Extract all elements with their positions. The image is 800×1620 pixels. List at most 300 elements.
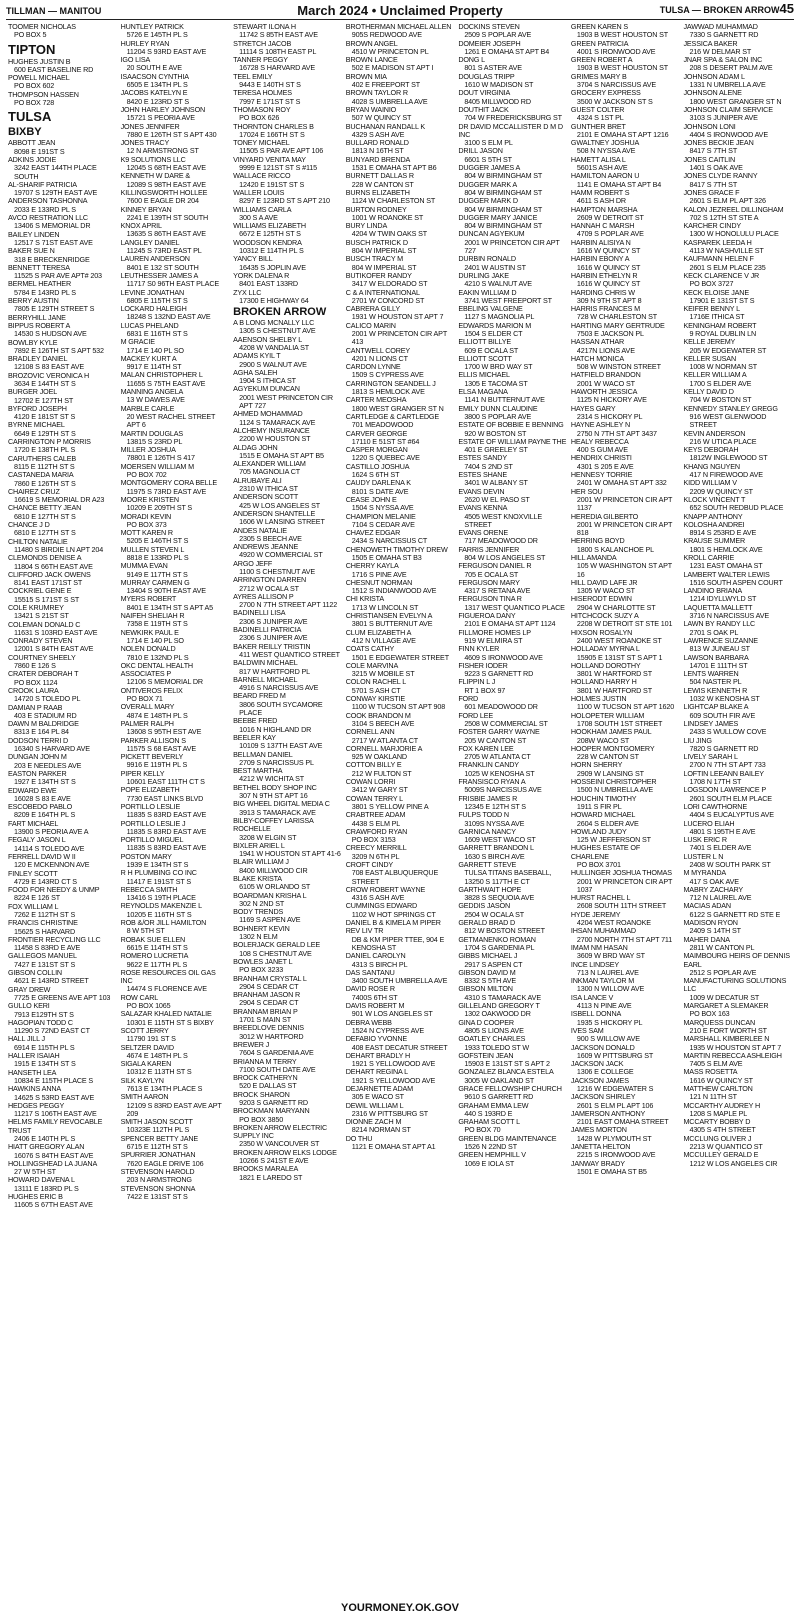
owner-address: 1025 W KENOSHA ST: [464, 768, 535, 778]
owner-name: BRANHAM CRYSTAL L: [233, 973, 307, 983]
owner-name: ISAACSON CYNTHIA: [120, 71, 189, 81]
owner-name: THOMPSON HASSEN: [8, 89, 79, 99]
owner-name: MOERSEN WILLIAM M: [120, 461, 194, 471]
owner-entry: [233, 272, 342, 289]
owner-address: 919 W ELMIRA ST: [464, 635, 523, 645]
owner-entry: [458, 1035, 567, 1052]
owner-address: 1100 S CHESTNUT AVE: [239, 567, 315, 576]
owner-entry: [571, 272, 680, 289]
owner-name: BAILEY LINDEN: [8, 229, 60, 239]
owner-name: KOLOSHA ANDREI: [683, 519, 745, 529]
owner-name: BLAKE KRISTA: [233, 873, 282, 883]
owner-entry: [233, 800, 342, 817]
owner-entry: [233, 139, 342, 156]
owner-name: BRANNAM BRIAN P: [233, 1006, 298, 1016]
owner-entry: [121, 969, 230, 994]
owner-entry: [8, 438, 117, 455]
owner-entry: [121, 579, 230, 596]
owner-name: HARDING CHRIS W: [570, 287, 635, 297]
owner-entry: [571, 305, 680, 322]
owner-name: HAGOPIAN TODD C: [8, 1017, 73, 1027]
listing-column: [6, 23, 119, 1582]
owner-address: 4329 S ASH AVE: [351, 129, 405, 139]
owner-address: 2305 S BEECH AVE: [239, 533, 302, 543]
owner-entry: [121, 687, 230, 704]
owner-name: BRYAN WAINIO: [345, 104, 397, 114]
owner-name: GREEN HEMPHILL V: [458, 1150, 526, 1160]
owner-address: 2401 W AUSTIN ST: [464, 262, 526, 272]
owner-entry: [458, 695, 567, 712]
owner-entry: [233, 925, 342, 942]
owner-name: ISBELL DONNA: [570, 1009, 622, 1019]
owner-entry: [346, 761, 455, 778]
owner-address: 10834 E 115TH PLACE S: [14, 1075, 94, 1085]
owner-address: 504 NASTER PL: [689, 677, 742, 687]
owner-address: 1009 W DECATUR ST: [689, 992, 760, 1002]
owner-name: ANDERSON SHANTELLE: [233, 508, 316, 518]
owner-name: GERALD BRAD D: [458, 918, 516, 928]
owner-address: 20 WEST RACHEL STREET APT 6: [126, 411, 216, 430]
owner-name: GROCERY EXPRESS: [570, 88, 641, 98]
owner-address: 4709 S POPLAR AVE: [576, 229, 644, 239]
owner-address: 1169 S ASPEN AVE: [239, 915, 301, 925]
owner-entry: [8, 952, 117, 969]
owner-entry: [121, 820, 230, 837]
owner-address: 7422 E 131ST ST S: [126, 1191, 188, 1201]
owner-name: EDWARDS MARION M: [458, 320, 532, 330]
owner-entry: [8, 637, 117, 654]
owner-name: BAKER SUE N: [8, 246, 55, 256]
owner-address: 7405 S ELM AVE: [689, 1059, 743, 1069]
owner-address: 812 W BOSTON STREET: [464, 926, 545, 936]
owner-entry: [8, 587, 117, 604]
owner-name: DOCKINS STEVEN: [458, 23, 520, 31]
owner-name: ADKINS JODIE: [8, 154, 57, 164]
owner-name: CARDON LYNNE: [345, 362, 401, 372]
owner-address: 1505 E OMAHA ST B3: [351, 553, 422, 562]
owner-address: 1800 WEST GRANGER ST N: [689, 96, 782, 106]
owner-address: PO BOX 728: [14, 98, 55, 108]
owner-address: 1305 W WACO ST: [576, 586, 635, 596]
owner-address: 1516 SOUTH ASPEN COURT: [689, 577, 783, 587]
owner-address: 11114 S 108TH EAST PL: [239, 46, 317, 56]
owner-entry: [458, 595, 567, 612]
owner-entry: [346, 579, 455, 596]
owner-entry: [233, 875, 342, 892]
owner-entry: [571, 56, 680, 73]
owner-name: HOLMES JUSTIN: [570, 694, 627, 704]
owner-entry: [346, 1035, 455, 1052]
owner-address: 8401 E 132 ST SOUTH: [126, 262, 199, 272]
owner-entry: [346, 513, 455, 530]
owner-entry: [683, 371, 792, 388]
owner-name: MARTIN DOUGLAS: [120, 428, 184, 438]
owner-name: HELMS FAMILY REVOCABLE TRUST: [8, 1117, 103, 1135]
owner-address: 120 E MCKENNON AVE: [14, 860, 90, 870]
owner-entry: [571, 488, 680, 513]
owner-address: 12 N ARMSTRONG ST: [126, 146, 199, 156]
owner-entry: [121, 430, 230, 447]
owner-address: 7805 E 129TH STREET S: [14, 304, 95, 314]
owner-address: 2001 W PRINCETON CIR APT 1137: [576, 494, 673, 513]
owner-name: JONES GRACE F: [683, 187, 740, 197]
owner-name: LORI CAWTHORNE: [683, 801, 747, 811]
owner-entry: [683, 554, 792, 571]
owner-entry: [121, 388, 230, 405]
owner-address: 4674 E 148TH PL S: [126, 1050, 188, 1060]
owner-entry: [233, 1107, 342, 1124]
owner-entry: [683, 272, 792, 289]
owner-entry: [458, 471, 567, 488]
owner-entry: [346, 952, 455, 969]
owner-entry: [233, 1124, 342, 1149]
owner-address: 1124 S TAMARACK AVE: [239, 417, 316, 427]
owner-name: CARUTHERS CALEB: [8, 453, 77, 463]
owner-entry: [233, 734, 342, 751]
owner-entry: [683, 305, 792, 322]
owner-address: 8224 E 126 ST: [14, 893, 61, 903]
owner-name: EVANS KENNA: [458, 503, 508, 513]
owner-name: FINLEY SCOTT: [8, 868, 58, 878]
owner-name: GREEN BLDG MAINTENANCE: [458, 1133, 557, 1143]
owner-name: DANIEL CAROLYN: [345, 951, 406, 961]
owner-entry: [233, 460, 342, 477]
owner-address: 2811 W CANTON PL: [689, 942, 755, 952]
owner-name: CARRINGTON P MORRIS: [8, 437, 91, 447]
owner-name: PORTILLO LESLIE: [120, 801, 181, 811]
owner-name: NEWKIRK PAUL E: [120, 627, 179, 637]
owner-address: 1032 W KENOSHA ST: [689, 694, 760, 704]
listing-column: [344, 23, 457, 1582]
listing-column: [119, 23, 232, 1582]
owner-name: KECK ELOISE JANE: [683, 287, 749, 297]
owner-entry: [233, 717, 342, 734]
owner-entry: [458, 73, 567, 90]
owner-address: 11717 S0 96TH EAST PLACE: [126, 279, 219, 289]
owner-address: 11975 S 73RD EAST AVE: [126, 486, 207, 496]
owner-entry: [571, 513, 680, 538]
owner-entry: [346, 902, 455, 919]
owner-address: 2904 W CHARLOTTE ST: [576, 602, 656, 612]
owner-address: 7613 E 134TH PLACE S: [126, 1084, 203, 1093]
owner-entry: [683, 89, 792, 106]
owner-address: 1509 S CYPRESS AVE: [351, 370, 424, 380]
owner-name: ELLIOTT BILLYE: [458, 337, 512, 347]
owner-entry: [683, 1085, 792, 1102]
owner-address: 1016 N HIGHLAND DR: [239, 724, 312, 734]
owner-name: FRANCIS CHRISTINE: [8, 918, 78, 928]
owner-address: 2241 E 139TH ST SOUTH: [126, 212, 208, 222]
owner-address: 1317 WEST QUANTICO PLACE: [464, 602, 565, 612]
owner-address: 1935 S HICKORY PL: [576, 1017, 643, 1027]
owner-entry: [346, 1135, 455, 1152]
owner-name: LUCAS PHELAND: [120, 320, 179, 330]
owner-entry: [8, 538, 117, 555]
owner-address: 4621 E 143RD STREET: [14, 976, 89, 986]
owner-entry: [346, 189, 455, 206]
owner-name: ESCOBEDO PABLO: [8, 802, 73, 812]
owner-address: 121 N 11TH ST: [689, 1092, 737, 1102]
owner-name: BUSCH PATRICK D: [345, 237, 408, 247]
owner-address: 8400 MILLWOOD CIR: [239, 865, 308, 875]
owner-address: 1001 W ROANOKE ST: [351, 212, 424, 222]
owner-address: 12089 S 98TH EAST AVE: [126, 179, 206, 189]
owner-name: GREEN PATRICIA: [570, 38, 629, 48]
owner-name: BURTON RODNEY: [345, 204, 407, 214]
owner-name: DURBIN RONALD: [458, 254, 516, 264]
owner-name: HATFIELD BRANDON: [570, 370, 641, 380]
owner-entry: [233, 369, 342, 386]
owner-entry: [346, 969, 455, 986]
owner-name: JONES CAITLIN: [683, 154, 736, 164]
owner-address: 7503 E JACKSON PL: [576, 328, 644, 338]
owner-entry: [121, 886, 230, 903]
owner-address: 2401 W OMAHA ST APT 332: [576, 478, 667, 488]
owner-name: HATCH MONICA: [570, 353, 625, 363]
owner-address: 3806 SOUTH SYCAMORE PLACE: [239, 699, 323, 718]
owner-name: MABRY ZACHARY: [683, 884, 744, 894]
owner-address: 1716E ITHICA ST: [689, 312, 745, 322]
owner-address: 1231 EAST OMAHA ST: [689, 561, 763, 571]
owner-name: DO THU: [345, 1133, 373, 1143]
owner-address: PO BOX 3233: [239, 965, 284, 975]
owner-address: 11742 S 85TH EAST AVE: [239, 30, 318, 40]
owner-entry: [458, 272, 567, 289]
owner-address: 403 E STADIUM RD: [14, 710, 77, 720]
owner-name: ESTES SANDY: [458, 453, 507, 463]
owner-address: 508 N NYSSA AVE: [576, 146, 636, 156]
owner-address: 11631 S 103RD EAST AVE: [14, 627, 98, 637]
owner-address: 1903 B WEST HOUSTON ST: [576, 30, 668, 40]
owner-name: LAQUETTA MALLETT: [683, 602, 753, 612]
owner-name: BROCKMAN MARYANN: [233, 1106, 310, 1116]
owner-name: KELLER WILLIAM A: [683, 370, 747, 380]
owner-address: 2101 EAST OMAHA STREET: [576, 1117, 669, 1127]
owner-name: CALICO MARIN: [345, 320, 396, 330]
owner-name: COLEMAN DONALD C: [8, 619, 81, 629]
owner-entry: [683, 106, 792, 123]
owner-name: THOMASON ROY: [233, 104, 291, 114]
owner-address: 6649 E 129TH ST S: [14, 428, 76, 438]
owner-address: 16619 S MEMORIAL DR A23: [14, 495, 105, 505]
owner-name: BULLARD RONALD: [345, 138, 409, 148]
owner-address: 4404 S IRONWOOD AVE: [689, 129, 768, 139]
owner-entry: [121, 189, 230, 206]
owner-name: PICKETT BEVERLY: [120, 752, 184, 762]
owner-address: 900 S WILLOW AVE: [576, 1034, 640, 1044]
owner-name: BIXLER ARIEL L: [233, 840, 285, 850]
owner-entry: [121, 546, 230, 563]
owner-entry: [683, 820, 792, 837]
owner-address: 1903 B WEST HOUSTON ST: [576, 63, 668, 73]
owner-name: BUNYARD BRENDA: [345, 154, 411, 164]
owner-name: GIBSON COLLIN: [8, 968, 62, 978]
owner-name: KELLE JEREMY: [683, 337, 736, 347]
owner-name: GINA D COOPER: [458, 1017, 514, 1027]
owner-name: FEGALY JASON L: [8, 835, 66, 845]
owner-name: CHI KRISTA: [345, 594, 385, 604]
owner-name: ARRINGTON DARREN: [233, 575, 307, 585]
owner-address: 216 W DELMAR ST: [689, 46, 752, 56]
owner-address: 210 E FORT WORTH ST: [689, 1025, 767, 1035]
owner-address: 2433 S WULLOW COVE: [689, 727, 767, 737]
owner-name: ROSE RESOURCES OIL GAS INC: [120, 967, 216, 986]
owner-entry: [121, 371, 230, 388]
owner-name: FOSTER GARRY WAYNE: [458, 727, 540, 737]
owner-address: 108 S CHESTNUT AVE: [239, 948, 312, 958]
owner-entry: [683, 40, 792, 57]
owner-address: 408 EAST DECATUR STREET: [351, 1042, 448, 1052]
owner-entry: [458, 454, 567, 471]
owner-name: PIPER KELLY: [120, 768, 165, 778]
owner-name: IVES SAM: [570, 1025, 604, 1035]
owner-name: HILL AMANDA: [570, 553, 617, 562]
owner-entry: [458, 919, 567, 936]
owner-name: ALDAG JOHN: [233, 442, 278, 452]
owner-address: 18248 S 132ND EAST AVE: [126, 312, 211, 322]
owner-name: LAWRENCE SUZANNE: [683, 635, 758, 645]
owner-entry: [121, 803, 230, 820]
owner-name: FLIPPIN L J: [458, 677, 496, 687]
owner-address: 3801 S YELLOW PINE A: [351, 801, 429, 811]
owner-address: 1630 S BIRCH AVE: [464, 851, 525, 861]
owner-address: 1302 OAKWOOD DR: [464, 1009, 531, 1019]
owner-address: 13815 S 23RD PL: [126, 436, 183, 446]
owner-address: 708 EAST ALBUQUERQUE STREET: [351, 868, 439, 886]
owner-name: CRABTREE ADAM: [345, 810, 406, 820]
owner-address: DB & KM PIPER TTEE, 904 E KENOSHA ST: [351, 934, 445, 952]
owner-name: JOHNSON ALENE: [683, 88, 742, 98]
owner-name: DAVIS ROBERT M: [345, 1001, 405, 1011]
owner-name: AGYEKUM DUNCAN: [233, 384, 300, 394]
owner-entry: [8, 903, 117, 920]
owner-address: 11655 S 75TH EAST AVE: [126, 378, 206, 388]
owner-entry: [121, 322, 230, 339]
owner-address: 6715 E 112TH ST S: [126, 1142, 188, 1152]
owner-address: 2208 W DETROIT ST STE 101: [576, 619, 673, 629]
owner-name: MARTIN REBECCA ASHLEIGH: [683, 1050, 782, 1060]
owner-name: HENDRIX CHRISTI: [570, 453, 632, 463]
owner-entry: [121, 56, 230, 73]
owner-entry: [8, 139, 117, 156]
owner-address: 1616 W QUINCY ST: [576, 262, 641, 272]
owner-address: 17901 E 131ST ST S: [689, 295, 755, 305]
owner-address: 203 N ARMSTRONG: [126, 1175, 192, 1185]
owner-entry: [683, 720, 792, 737]
owner-entry: [8, 670, 117, 687]
owner-name: MORADI KEVIN: [120, 511, 172, 521]
owner-name: GARTHWAIT HOPE: [458, 884, 522, 894]
owner-entry: [458, 230, 567, 255]
owner-address: 12517 S 71ST EAST AVE: [14, 237, 93, 247]
owner-name: LEWIS KENNETH R: [683, 685, 748, 695]
owner-entry: [8, 1019, 117, 1036]
owner-address: 15903 E 131ST ST S APT 2: [464, 1059, 550, 1069]
owner-name: FERGUSON MARY: [458, 577, 520, 587]
owner-address: 105 W WASHINGTON ST APT 16: [576, 561, 672, 579]
owner-entry: [346, 496, 455, 513]
owner-name: DEHART REGINA L: [345, 1067, 408, 1077]
owner-entry: [571, 438, 680, 455]
owner-address: 6810 E 127TH ST S: [14, 511, 76, 521]
owner-address: 2504 W OCALA ST: [464, 909, 524, 919]
owner-entry: [571, 778, 680, 795]
owner-entry: [571, 662, 680, 679]
county-heading: TULSA: [8, 109, 52, 125]
owner-name: HORN SHERRY: [570, 760, 623, 770]
owner-address: 1720 E 138TH PL S: [14, 445, 76, 455]
owner-name: LUSTER L N: [683, 851, 724, 861]
owner-address: PO BOX 163: [689, 1009, 730, 1019]
owner-entry: [683, 537, 792, 554]
owner-address: 925 W OAKLAND: [351, 752, 407, 762]
owner-address: 15625 S HARVARD: [14, 926, 76, 936]
owner-entry: [346, 1118, 455, 1135]
owner-address: TULSA TITANS BASEBALL, 13250 S 117TH E CT: [464, 868, 552, 886]
owner-entry: [458, 902, 567, 919]
owner-address: 4113 W NASHVILLE ST: [689, 246, 764, 256]
owner-name: LANDINO BRIANA: [683, 586, 743, 596]
owner-entry: [458, 969, 567, 986]
owner-entry: [121, 156, 230, 173]
owner-name: MASS ROSETTA: [683, 1067, 738, 1077]
owner-name: ESTATE OF WILLIAM PAYNE THE: [458, 436, 567, 446]
owner-entry: [683, 687, 792, 704]
owner-address: 2709 S NARCISSUS PL: [239, 757, 314, 767]
owner-name: HANNAH C MARSH: [570, 221, 635, 231]
owner-entry: [8, 820, 117, 837]
owner-name: C & A INTERNATIONAL: [345, 287, 420, 297]
owner-name: AL-SHARIF PATRICIA: [8, 179, 77, 189]
owner-name: YORK DALENA R: [233, 270, 290, 280]
owner-entry: [346, 396, 455, 413]
owner-entry: [233, 560, 342, 577]
owner-entry: [346, 861, 455, 886]
owner-entry: [683, 1035, 792, 1052]
owner-address: 4316 S ASH AVE: [351, 893, 405, 903]
owner-entry: [458, 629, 567, 646]
owner-entry: [8, 280, 117, 297]
owner-name: FERRELL DAVID W II: [8, 851, 76, 861]
owner-entry: [121, 786, 230, 803]
owner-address: 6105 W ORLANDO ST: [239, 882, 311, 892]
owner-address: 1708 N 17TH ST: [689, 777, 742, 787]
owner-entry: [571, 371, 680, 388]
owner-address: 3800 S POPLAR AVE: [464, 411, 532, 421]
owner-name: GEDDIS JASON: [458, 901, 511, 911]
owner-name: DR DAVID MCCALLISTER D M D INC: [458, 121, 563, 139]
owner-name: AVCO RESTRATION LLC: [8, 213, 88, 223]
owner-entry: [233, 255, 342, 272]
owner-name: FRONTIER RECYCLING LLC: [8, 934, 101, 944]
owner-entry: [683, 770, 792, 787]
owner-address: 3801 S BUTTERNUT AVE: [351, 619, 433, 629]
owner-entry: [233, 444, 342, 461]
owner-name: MARQUESS DUNCAN: [683, 1017, 756, 1027]
owner-name: HOLLAND HARRY H: [570, 677, 637, 687]
owner-address: 1911 S FIR PL: [576, 801, 622, 811]
owner-name: COWAN LORRI: [345, 777, 396, 787]
owner-entry: [8, 1160, 117, 1177]
owner-entry: [571, 123, 680, 140]
owner-name: FRISBIE JAMES R: [458, 793, 518, 803]
owner-name: BURGER JOEL: [8, 387, 58, 397]
owner-address: 1931 W HOUSTON ST APT 7: [351, 312, 444, 322]
owner-address: 6615 E 114TH ST S: [126, 942, 188, 952]
owner-address: 15515 S 171ST S ST: [14, 594, 80, 604]
owner-entry: [683, 620, 792, 637]
owner-address: 2200 W HOUSTON ST: [239, 434, 311, 444]
